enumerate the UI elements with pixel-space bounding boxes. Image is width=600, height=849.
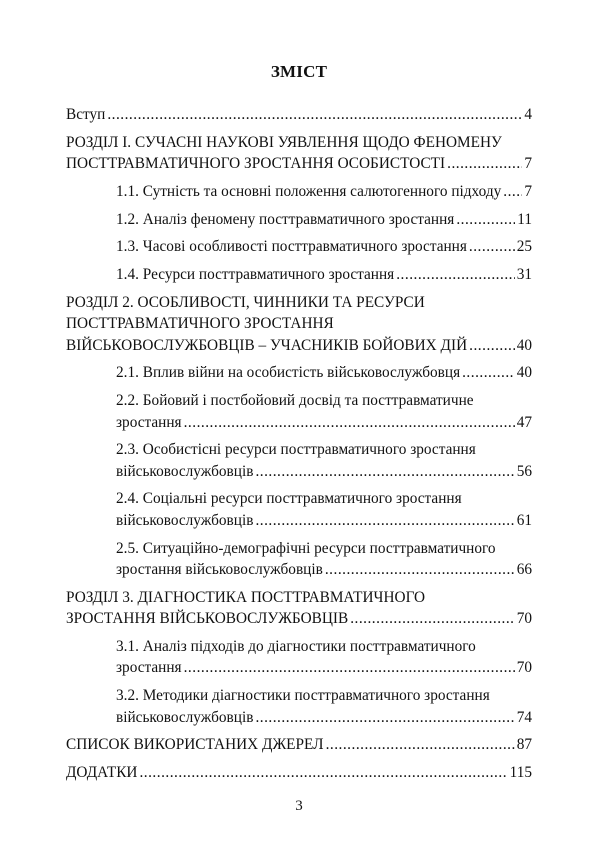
dot-leader: [184, 412, 515, 434]
toc-entry-line: РОЗДІЛ 3. ДІАГНОСТИКА ПОСТТРАВМАТИЧНОГО: [66, 588, 426, 606]
toc-page-number: 56: [516, 462, 532, 480]
toc-entry-row: [116, 707, 532, 729]
dot-leader: [107, 104, 522, 126]
toc-page-number: 7: [524, 182, 532, 200]
toc-entry-title: зростання військовослужбовців: [116, 561, 323, 579]
toc-entry-title: ПОСТТРАВМАТИЧНОГО ЗРОСТАННЯ ОСОБИСТОСТІ: [66, 155, 446, 173]
toc-entry-title: ВІЙСЬКОВОСЛУЖБОВЦІВ – УЧАСНИКІВ БОЙОВИХ ДІЙ: [66, 336, 468, 354]
toc-entry-title: 1.3. Часові особливості посттравматичного зростання: [116, 238, 467, 256]
toc-subsection-entry: [116, 636, 532, 679]
toc-page-number: 70: [516, 659, 532, 677]
toc-subsection-entry: [116, 236, 532, 258]
toc-entry-title: зростання: [116, 659, 182, 677]
toc-entry-row: [116, 510, 532, 532]
toc-page-number: 11: [517, 210, 532, 228]
toc-entry-title: військовослужбовців: [116, 708, 254, 726]
toc-subsection-entry: [116, 181, 532, 203]
document-page: [66, 0, 532, 849]
toc-entry-title: зростання: [116, 413, 182, 431]
toc-entry-line: 2.5. Ситуаційно-демографічні ресурси посттравматичного: [116, 539, 496, 557]
toc-entry-title: військовослужбовців: [116, 462, 254, 480]
toc-entry-row: [116, 181, 532, 203]
toc-entry-title: 1.4. Ресурси посттравматичного зростання: [116, 265, 395, 283]
toc-section-entry: [66, 734, 532, 756]
dot-leader: [469, 335, 515, 357]
dot-leader: [139, 762, 507, 784]
toc-page-number: 40: [516, 364, 532, 382]
dot-leader: [503, 181, 522, 203]
toc-entry-line: РОЗДІЛ І. СУЧАСНІ НАУКОВІ УЯВЛЕННЯ ЩОДО ФЕНОМЕНУ: [66, 133, 502, 151]
toc-entry-row: [116, 559, 532, 581]
toc-subsection-entry: [116, 362, 532, 384]
toc-entry-line: 2.3. Особистісні ресурси посттравматичного зростання: [116, 441, 476, 459]
toc-entry-title: 1.1. Сутність та основні положення салютогенного підходу: [116, 182, 502, 200]
page-title: ЗМІСТ: [270, 62, 328, 81]
toc-entry-title: СПИСОК ВИКОРИСТАНИХ ДЖЕРЕЛ: [66, 736, 324, 754]
toc-entry-row: [116, 236, 532, 258]
toc-entry-row: [66, 762, 532, 784]
toc-section-entry: [66, 132, 532, 175]
toc-section-entry: [66, 587, 532, 630]
toc-section-entry: [66, 292, 532, 357]
toc-entry-line: 3.1. Аналіз підходів до діагностики посттравматичного: [116, 637, 476, 655]
toc-page-number: 61: [516, 511, 532, 529]
toc-entry-line: 2.2. Бойовий і постбойовий досвід та посттравматичне: [116, 392, 474, 409]
toc-page-number: 25: [516, 238, 532, 256]
toc-section-entry: [66, 762, 532, 784]
toc-page-number: 40: [516, 336, 532, 354]
dot-leader: [325, 559, 515, 581]
toc-page-number: 7: [524, 155, 532, 173]
dot-leader: [396, 264, 514, 286]
toc-page-number: 87: [516, 736, 532, 754]
toc-entry-title: 1.2. Аналіз феномену посттравматичного зростання: [116, 210, 455, 228]
toc-subsection-entry: [116, 209, 532, 231]
dot-leader: [462, 362, 515, 384]
toc-page-number: 74: [516, 708, 532, 726]
toc-entry-row: [116, 461, 532, 483]
dot-leader: [184, 657, 515, 679]
toc-section-entry: [66, 104, 532, 126]
toc-entry-title: ДОДАТКИ: [66, 764, 138, 781]
dot-leader: [255, 461, 514, 483]
toc-page-number: 31: [516, 265, 532, 283]
toc-subsection-entry: [116, 439, 532, 482]
toc-entry-row: [66, 734, 532, 756]
toc-subsection-entry: [116, 538, 532, 581]
table-of-contents: [66, 104, 532, 790]
toc-page-number: 47: [516, 413, 532, 431]
toc-entry-row: [116, 209, 532, 231]
toc-entry-title: 2.1. Вплив війни на особистість військовослужбовця: [116, 364, 461, 382]
dot-leader: [255, 707, 514, 729]
toc-entry-row: [66, 104, 532, 126]
toc-entry-row: [116, 657, 532, 679]
toc-entry-line: ПОСТТРАВМАТИЧНОГО ЗРОСТАННЯ: [66, 315, 334, 333]
page-number: 3: [295, 798, 303, 814]
dot-leader: [456, 209, 515, 231]
dot-leader: [447, 153, 522, 175]
toc-entry-title: військовослужбовців: [116, 511, 254, 529]
toc-entry-title: ЗРОСТАННЯ ВІЙСЬКОВОСЛУЖБОВЦІВ: [66, 610, 349, 628]
toc-entry-row: [66, 608, 532, 630]
toc-entry-line: РОЗДІЛ 2. ОСОБЛИВОСТІ, ЧИННИКИ ТА РЕСУРСИ: [66, 293, 425, 311]
toc-entry-row: [116, 362, 532, 384]
toc-entry-row: [116, 264, 532, 286]
toc-entry-line: 3.2. Методики діагностики посттравматичного зростання: [116, 687, 490, 705]
toc-subsection-entry: [116, 685, 532, 728]
dot-leader: [350, 608, 515, 630]
toc-page-number: 4: [524, 106, 532, 123]
toc-entry-row: [66, 153, 532, 175]
toc-entry-row: [116, 412, 532, 434]
toc-subsection-entry: [116, 488, 532, 531]
toc-subsection-entry: [116, 390, 532, 433]
toc-page-number: 115: [509, 764, 532, 781]
toc-entry-line: 2.4. Соціальні ресурси посттравматичного зростання: [116, 490, 462, 508]
toc-page-number: 70: [516, 610, 532, 628]
toc-entry-row: [66, 335, 532, 357]
dot-leader: [469, 236, 515, 258]
dot-leader: [326, 734, 515, 756]
dot-leader: [255, 510, 514, 532]
toc-subsection-entry: [116, 264, 532, 286]
toc-entry-title: Вступ: [66, 106, 106, 123]
toc-page-number: 66: [516, 561, 532, 579]
